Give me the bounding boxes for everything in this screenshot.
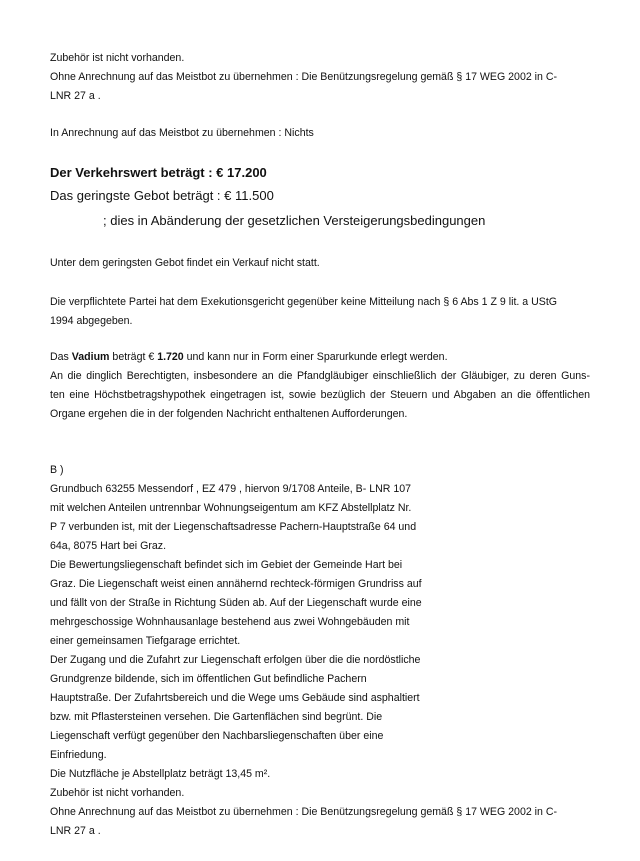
b-line: LNR 27 a . xyxy=(50,825,101,837)
anrechnung-line-2: LNR 27 a . xyxy=(50,90,101,102)
b-line: Grundbuch 63255 Messendorf , EZ 479 , hiervon 9/1708 Anteile, B- LNR 107 xyxy=(50,483,411,495)
b-line: Graz. Die Liegenschaft weist einen annähernd rechteck-förmigen Grundriss auf xyxy=(50,578,422,590)
b-line: Hauptstraße. Der Zufahrtsbereich und die Wege ums Gebäude sind asphaltiert xyxy=(50,692,420,704)
vadium-line xyxy=(50,350,448,364)
section-b-heading: B ) xyxy=(50,464,64,476)
glaeubiger-line-1: An die dinglich Berechtigten, insbesondere an die Pfandgläubiger einschließlich der Gläubiger, zu deren Guns- xyxy=(50,370,590,382)
glaeubiger-line-2: ten eine Höchstbetragshypothek eingetragen ist, sowie bezüglich der Steuern und Abgaben an die öffentlichen xyxy=(50,389,590,401)
vadium-amount: 1.720 xyxy=(157,351,184,363)
zubehoer-text: Zubehör ist nicht vorhanden. xyxy=(50,52,185,64)
b-line: Zubehör ist nicht vorhanden. xyxy=(50,787,185,799)
in-anrechnung-text: In Anrechnung auf das Meistbot zu übernehmen : Nichts xyxy=(50,127,314,139)
b-line: einer gemeinsamen Tiefgarage errichtet. xyxy=(50,635,241,647)
b-line: P 7 verbunden ist, mit der Liegenschaftsadresse Pachern-Hauptstraße 64 und xyxy=(50,521,417,533)
abaenderung-text: ; dies in Abänderung der gesetzlichen Versteigerungsbedingungen xyxy=(103,213,486,228)
b-line: Grundgrenze bildende, sich im öffentlichen Gut befindliche Pachern xyxy=(50,673,367,685)
geringstes-gebot-text: Das geringste Gebot beträgt : € 11.500 xyxy=(50,188,274,203)
ustg-line-1: Die verpflichtete Partei hat dem Exekutionsgericht gegenüber keine Mitteilung nach § 6 Abs 1 Z 9 lit. a UStG xyxy=(50,296,558,308)
vadium-post: und kann nur in Form einer Sparurkunde erlegt werden. xyxy=(183,351,448,363)
vadium-mid: beträgt € xyxy=(109,351,158,363)
b-line: bzw. mit Pflastersteinen versehen. Die Gartenflächen sind begrünt. Die xyxy=(50,711,383,723)
b-line: mehrgeschossige Wohnhausanlage bestehend aus zwei Wohngebäuden mit xyxy=(50,616,410,628)
ustg-line-2: 1994 abgegeben. xyxy=(50,315,133,327)
kein-verkauf-text: Unter dem geringsten Gebot findet ein Verkauf nicht statt. xyxy=(50,257,320,269)
b-line: und fällt von der Straße in Richtung Süden ab. Auf der Liegenschaft wurde eine xyxy=(50,597,422,609)
b-line: Die Nutzfläche je Abstellplatz beträgt 13,45 m². xyxy=(50,768,271,780)
b-line: 64a, 8075 Hart bei Graz. xyxy=(50,540,167,552)
verkehrswert-heading: Der Verkehrswert beträgt : € 17.200 xyxy=(50,165,267,180)
b-line: Die Bewertungsliegenschaft befindet sich im Gebiet der Gemeinde Hart bei xyxy=(50,559,403,571)
vadium-pre: Das xyxy=(50,351,72,363)
b-line: Liegenschaft verfügt gegenüber den Nachbarsliegenschaften über eine xyxy=(50,730,384,742)
b-line: Ohne Anrechnung auf das Meistbot zu übernehmen : Die Benützungsregelung gemäß § 17 WEG 2002 in C- xyxy=(50,806,558,818)
b-line: Der Zugang und die Zufahrt zur Liegenschaft erfolgen über die die nordöstliche xyxy=(50,654,421,666)
glaeubiger-line-3: Organe ergehen die in der folgenden Nachricht enthaltenen Aufforderungen. xyxy=(50,408,408,420)
anrechnung-line-1: Ohne Anrechnung auf das Meistbot zu übernehmen : Die Benützungsregelung gemäß § 17 WEG 2002 in C- xyxy=(50,71,558,83)
vadium-label: Vadium xyxy=(71,351,110,363)
b-line: Einfriedung. xyxy=(50,749,107,761)
b-line: mit welchen Anteilen untrennbar Wohnungseigentum am KFZ Abstellplatz Nr. xyxy=(50,502,412,514)
